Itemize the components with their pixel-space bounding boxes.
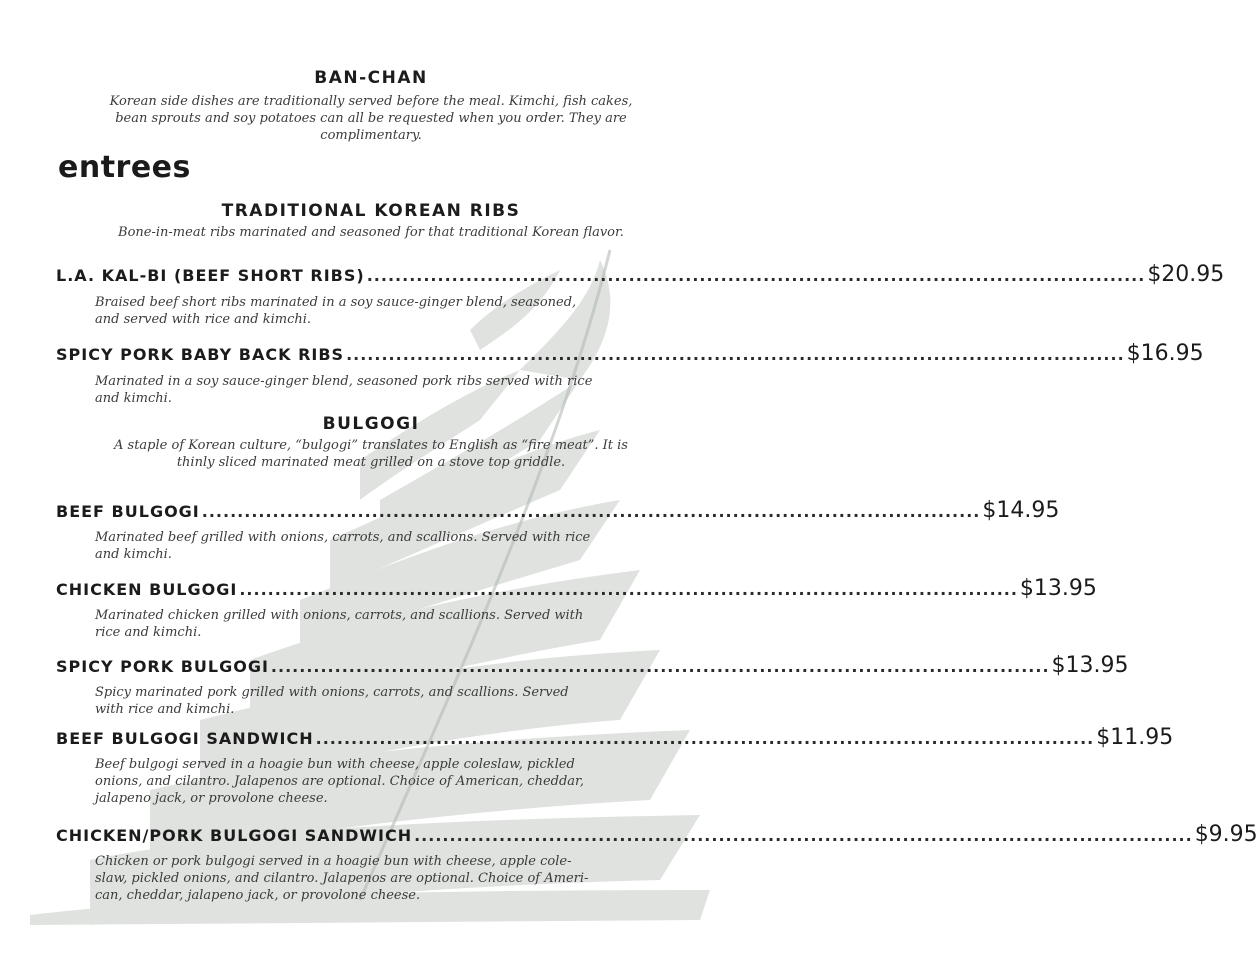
item-description: Chicken or pork bulgogi served in a hoagie bun with cheese, apple cole- slaw, pickled onions, and cilantro. Jalapenos are optional. Choice of Ameri- can, cheddar, jalapeno jack, or provolone cheese. [95, 854, 589, 903]
menu-item-spicy-pork-bulgogi [56, 653, 1129, 678]
entrees-heading: entrees [58, 150, 191, 185]
item-name: CHICKEN BULGOGI [56, 580, 238, 599]
item-description: Spicy marinated pork grilled with onions, carrots, and scallions. Served with rice and kimchi. [95, 685, 569, 717]
item-description: Braised beef short ribs marinated in a soy sauce-ginger blend, seasoned, and served with rice and kimchi. [95, 295, 577, 327]
item-price: $13.95 [1019, 576, 1097, 601]
item-price: $16.95 [1126, 341, 1204, 366]
banchan-description: Korean side dishes are traditionally served before the meal. Kimchi, fish cakes, bean sprouts and soy potatoes can all be requested when you order. They are complimentary. [109, 94, 633, 143]
menu-item-beef-bulgogi-sandwich [56, 725, 1174, 750]
item-price: $11.95 [1096, 725, 1174, 750]
item-description: Marinated chicken grilled with onions, carrots, and scallions. Served with rice and kimchi. [95, 608, 584, 640]
item-price: $9.95 [1194, 822, 1258, 847]
item-name: SPICY PORK BULGOGI [56, 657, 269, 676]
item-name: SPICY PORK BABY BACK RIBS [56, 345, 345, 364]
menu-item-chicken-bulgogi [56, 576, 1097, 601]
bulgogi-section-description: A staple of Korean culture, “bulgogi” translates to English as “fire meat”. It is thinly sliced marinated meat grilled on a stove top griddle. [114, 438, 628, 470]
item-name: L.A. KAL-BI (BEEF SHORT RIBS) [56, 266, 365, 285]
bulgogi-section-title: BULGOGI [322, 414, 420, 434]
menu-item-chicken-pork-bulgogi-sandwich [56, 822, 1258, 847]
item-description: Marinated beef grilled with onions, carrots, and scallions. Served with rice and kimchi. [95, 530, 591, 562]
dot-leader: .............................................................................................................. [414, 826, 1193, 845]
menu-item-beef-bulgogi [56, 498, 1060, 523]
item-name: BEEF BULGOGI SANDWICH [56, 729, 314, 748]
item-price: $14.95 [982, 498, 1060, 523]
dot-leader: .............................................................................................................. [346, 345, 1125, 364]
ribs-section-description: Bone-in-meat ribs marinated and seasoned for that traditional Korean flavor. [118, 225, 624, 240]
dot-leader: .............................................................................................................. [239, 580, 1018, 599]
dot-leader: .............................................................................................................. [201, 502, 981, 521]
dot-leader: .............................................................................................................. [366, 266, 1146, 285]
ribs-section-title: TRADITIONAL KOREAN RIBS [221, 201, 521, 221]
item-description: Beef bulgogi served in a hoagie bun with cheese, apple coleslaw, pickled onions, and cilantro. Jalapenos are optional. Choice of American, cheddar, jalapeno jack, or provolone cheese. [95, 757, 584, 806]
item-price: $20.95 [1147, 262, 1225, 287]
item-price: $13.95 [1051, 653, 1129, 678]
menu-item-la-kalbi [56, 262, 1225, 287]
dot-leader: .............................................................................................................. [270, 657, 1050, 676]
item-name: BEEF BULGOGI [56, 502, 200, 521]
item-name: CHICKEN/PORK BULGOGI SANDWICH [56, 826, 413, 845]
item-description: Marinated in a soy sauce-ginger blend, seasoned pork ribs served with rice and kimchi. [95, 374, 593, 406]
dot-leader: .............................................................................................................. [315, 729, 1095, 748]
banchan-title: BAN-CHAN [314, 68, 428, 88]
menu-item-spicy-pork-baby-back-ribs [56, 341, 1204, 366]
